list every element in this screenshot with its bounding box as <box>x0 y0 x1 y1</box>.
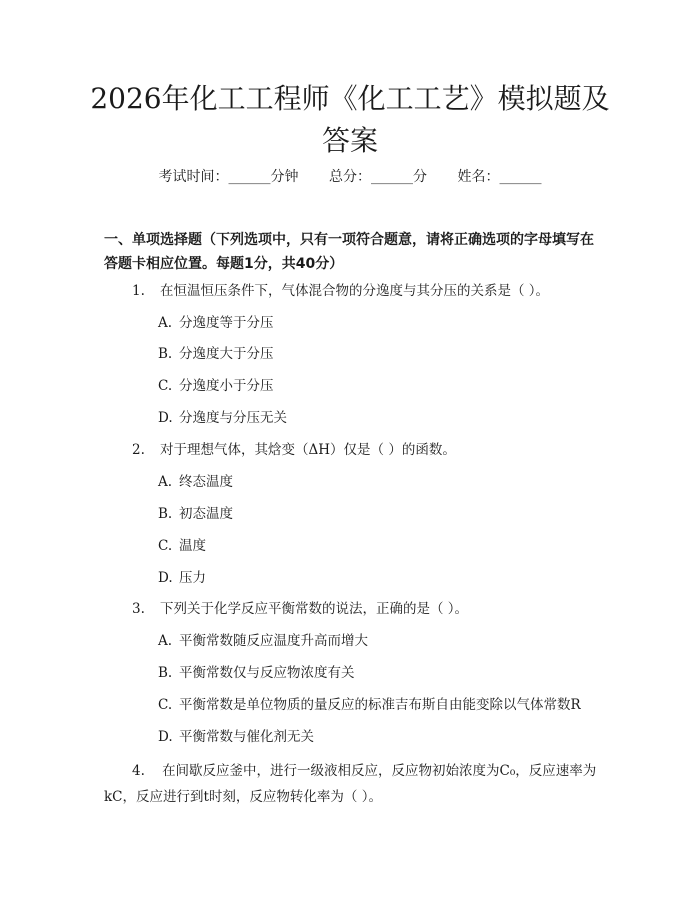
option-1c: C. 分逸度小于分压 <box>158 378 274 394</box>
question-number: 3. <box>132 601 145 617</box>
question-1 <box>132 280 549 302</box>
document-title: 2026年化工工程师《化工工艺》模拟题及答案 <box>90 82 610 157</box>
option-3d: D. 平衡常数与催化剂无关 <box>158 729 314 745</box>
option-1b: B. 分逸度大于分压 <box>158 346 274 362</box>
section-heading: 一、单项选择题（下列选项中，只有一项符合题意，请将正确选项的字母填写在答题卡相应位置。每题1分，共40分） <box>104 232 594 272</box>
option-2b: B. 初态温度 <box>158 506 233 522</box>
question-number: 2. <box>132 442 145 458</box>
option-2a: A. 终态温度 <box>158 474 233 490</box>
question-text: 在恒温恒压条件下，气体混合物的分逸度与其分压的关系是（ ）。 <box>160 283 550 299</box>
option-1a: A. 分逸度等于分压 <box>158 315 274 331</box>
question-text: 对于理想气体，其焓变（ΔH）仅是（ ）的函数。 <box>160 442 456 458</box>
option-2d: D. 压力 <box>158 570 206 586</box>
option-1d: D. 分逸度与分压无关 <box>158 410 287 426</box>
question-3 <box>132 598 468 620</box>
exam-time-label: 考试时间：______分钟 <box>158 169 299 185</box>
total-score-label: 总分：______分 <box>329 169 427 185</box>
question-number: 4. <box>132 763 145 779</box>
question-text: 在间歇反应釜中，进行一级液相反应，反应物初始浓度为C₀，反应速率为kC，反应进行到t时刻，反应物转化率为（ ）。 <box>104 763 597 805</box>
exam-meta <box>0 166 700 188</box>
option-3c: C. 平衡常数是单位物质的量反应的标准吉布斯自由能变除以气体常数R <box>158 697 581 713</box>
name-label: 姓名：______ <box>457 169 542 185</box>
option-3a: A. 平衡常数随反应温度升高而增大 <box>158 633 368 649</box>
option-2c: C. 温度 <box>158 538 206 554</box>
question-text: 下列关于化学反应平衡常数的说法，正确的是（ ）。 <box>160 601 469 617</box>
question-4 <box>104 758 604 810</box>
option-3b: B. 平衡常数仅与反应物浓度有关 <box>158 665 355 681</box>
question-2 <box>132 439 456 461</box>
question-number: 1. <box>132 283 145 299</box>
